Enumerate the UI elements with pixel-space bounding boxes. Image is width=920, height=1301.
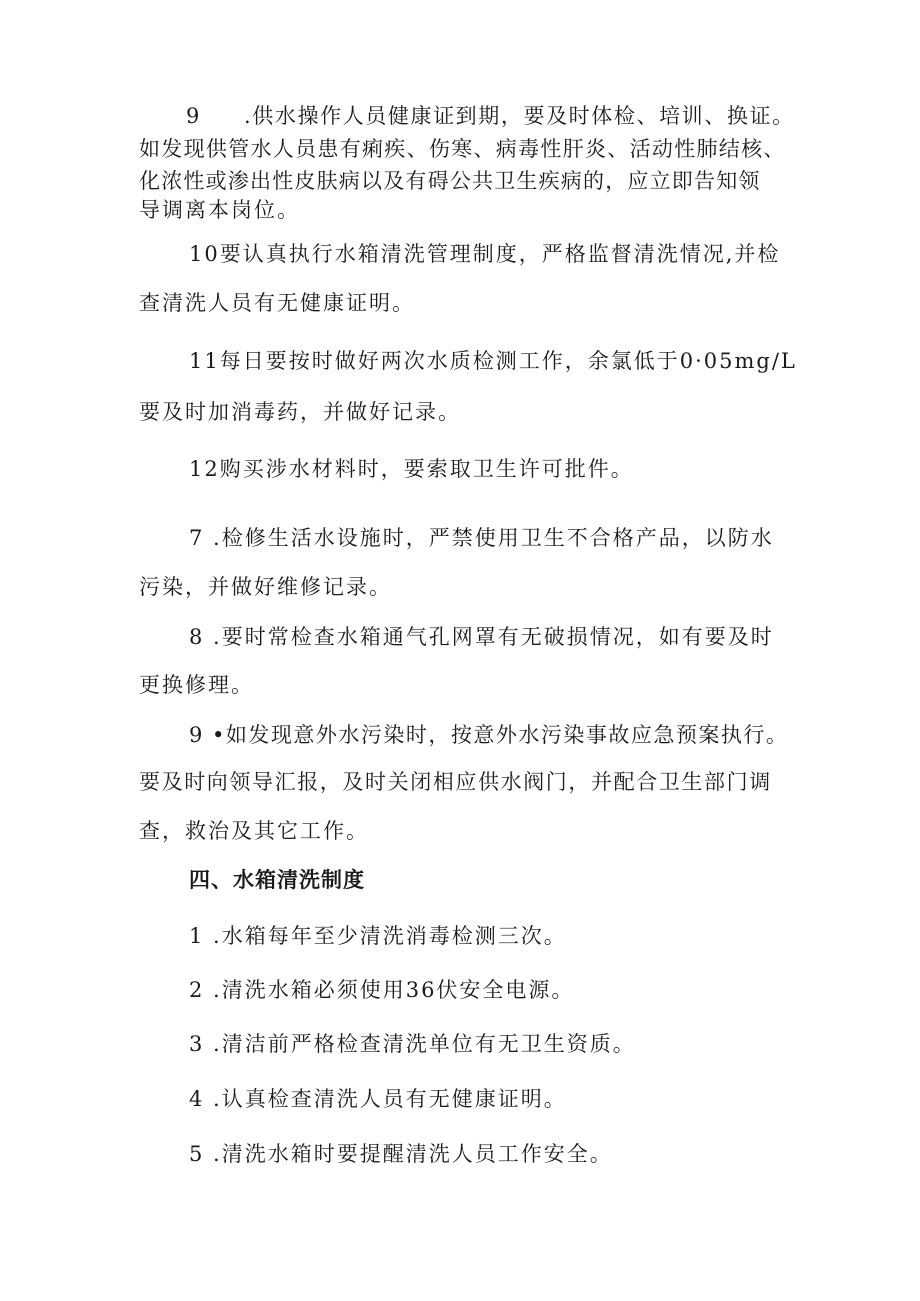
p8-line-2: 更换修理。 bbox=[139, 673, 254, 697]
p9a-number: 9 bbox=[186, 104, 202, 128]
p9a-line-1: .供水操作人员健康证到期，要及时体检、培训、换证。 bbox=[244, 104, 795, 128]
p10-line-1: 10要认真执行水箱清洗管理制度，严格监督清洗情况,并检 bbox=[189, 242, 781, 266]
p10-line-2: 查清洗人员有无健康证明。 bbox=[139, 291, 415, 315]
p8-line-1: 8 .要时常检查水箱通气孔网罩有无破损情况，如有要及时 bbox=[189, 625, 774, 649]
p7-line-1: 7 .检修生活水设施时，严禁使用卫生不合格产品，以防水 bbox=[189, 526, 774, 550]
section-item-2: 2 .清洗水箱必须使用36伏安全电源。 bbox=[189, 978, 575, 1002]
p9b-line-2: 要及时向领导汇报，及时关闭相应供水阀门，并配合卫生部门调 bbox=[139, 770, 772, 794]
p11-line-1: 11每日要按时做好两次水质检测工作，余氯低于0·05mg∕L bbox=[189, 349, 797, 373]
p12-line-1: 12购买涉水材料时，要索取卫生许可批件。 bbox=[189, 457, 634, 481]
section-item-1: 1 .水箱每年至少清洗消毒检测三次。 bbox=[189, 924, 567, 948]
p9a-line-3: 化浓性或渗出性皮肤病以及有碍公共卫生疾病的，应立即告知领 bbox=[139, 169, 761, 193]
p7-line-2: 污染，并做好维修记录。 bbox=[139, 575, 392, 599]
p9a-line-4: 导调离本岗位。 bbox=[139, 198, 300, 222]
p9b-line-3: 查，救治及其它工作。 bbox=[139, 819, 369, 843]
section-item-4: 4 .认真检查清洗人员有无健康证明。 bbox=[189, 1087, 567, 1111]
section-heading: 四、水箱清洗制度 bbox=[189, 868, 365, 892]
section-item-5: 5 .清洗水箱时要提醒清洗人员工作安全。 bbox=[189, 1142, 613, 1166]
p9b-line-1: 9 •如发现意外水污染时，按意外水污染事故应急预案执行。 bbox=[189, 723, 789, 747]
p9a-line-2: 如发现供管水人员患有痢疾、伤寒、病毒性肝炎、活动性肺结核、 bbox=[139, 137, 786, 161]
p11-line-2: 要及时加消毒药，并做好记录。 bbox=[139, 400, 461, 424]
section-item-3: 3 .清洁前严格检查清洗单位有无卫生资质。 bbox=[189, 1032, 636, 1056]
